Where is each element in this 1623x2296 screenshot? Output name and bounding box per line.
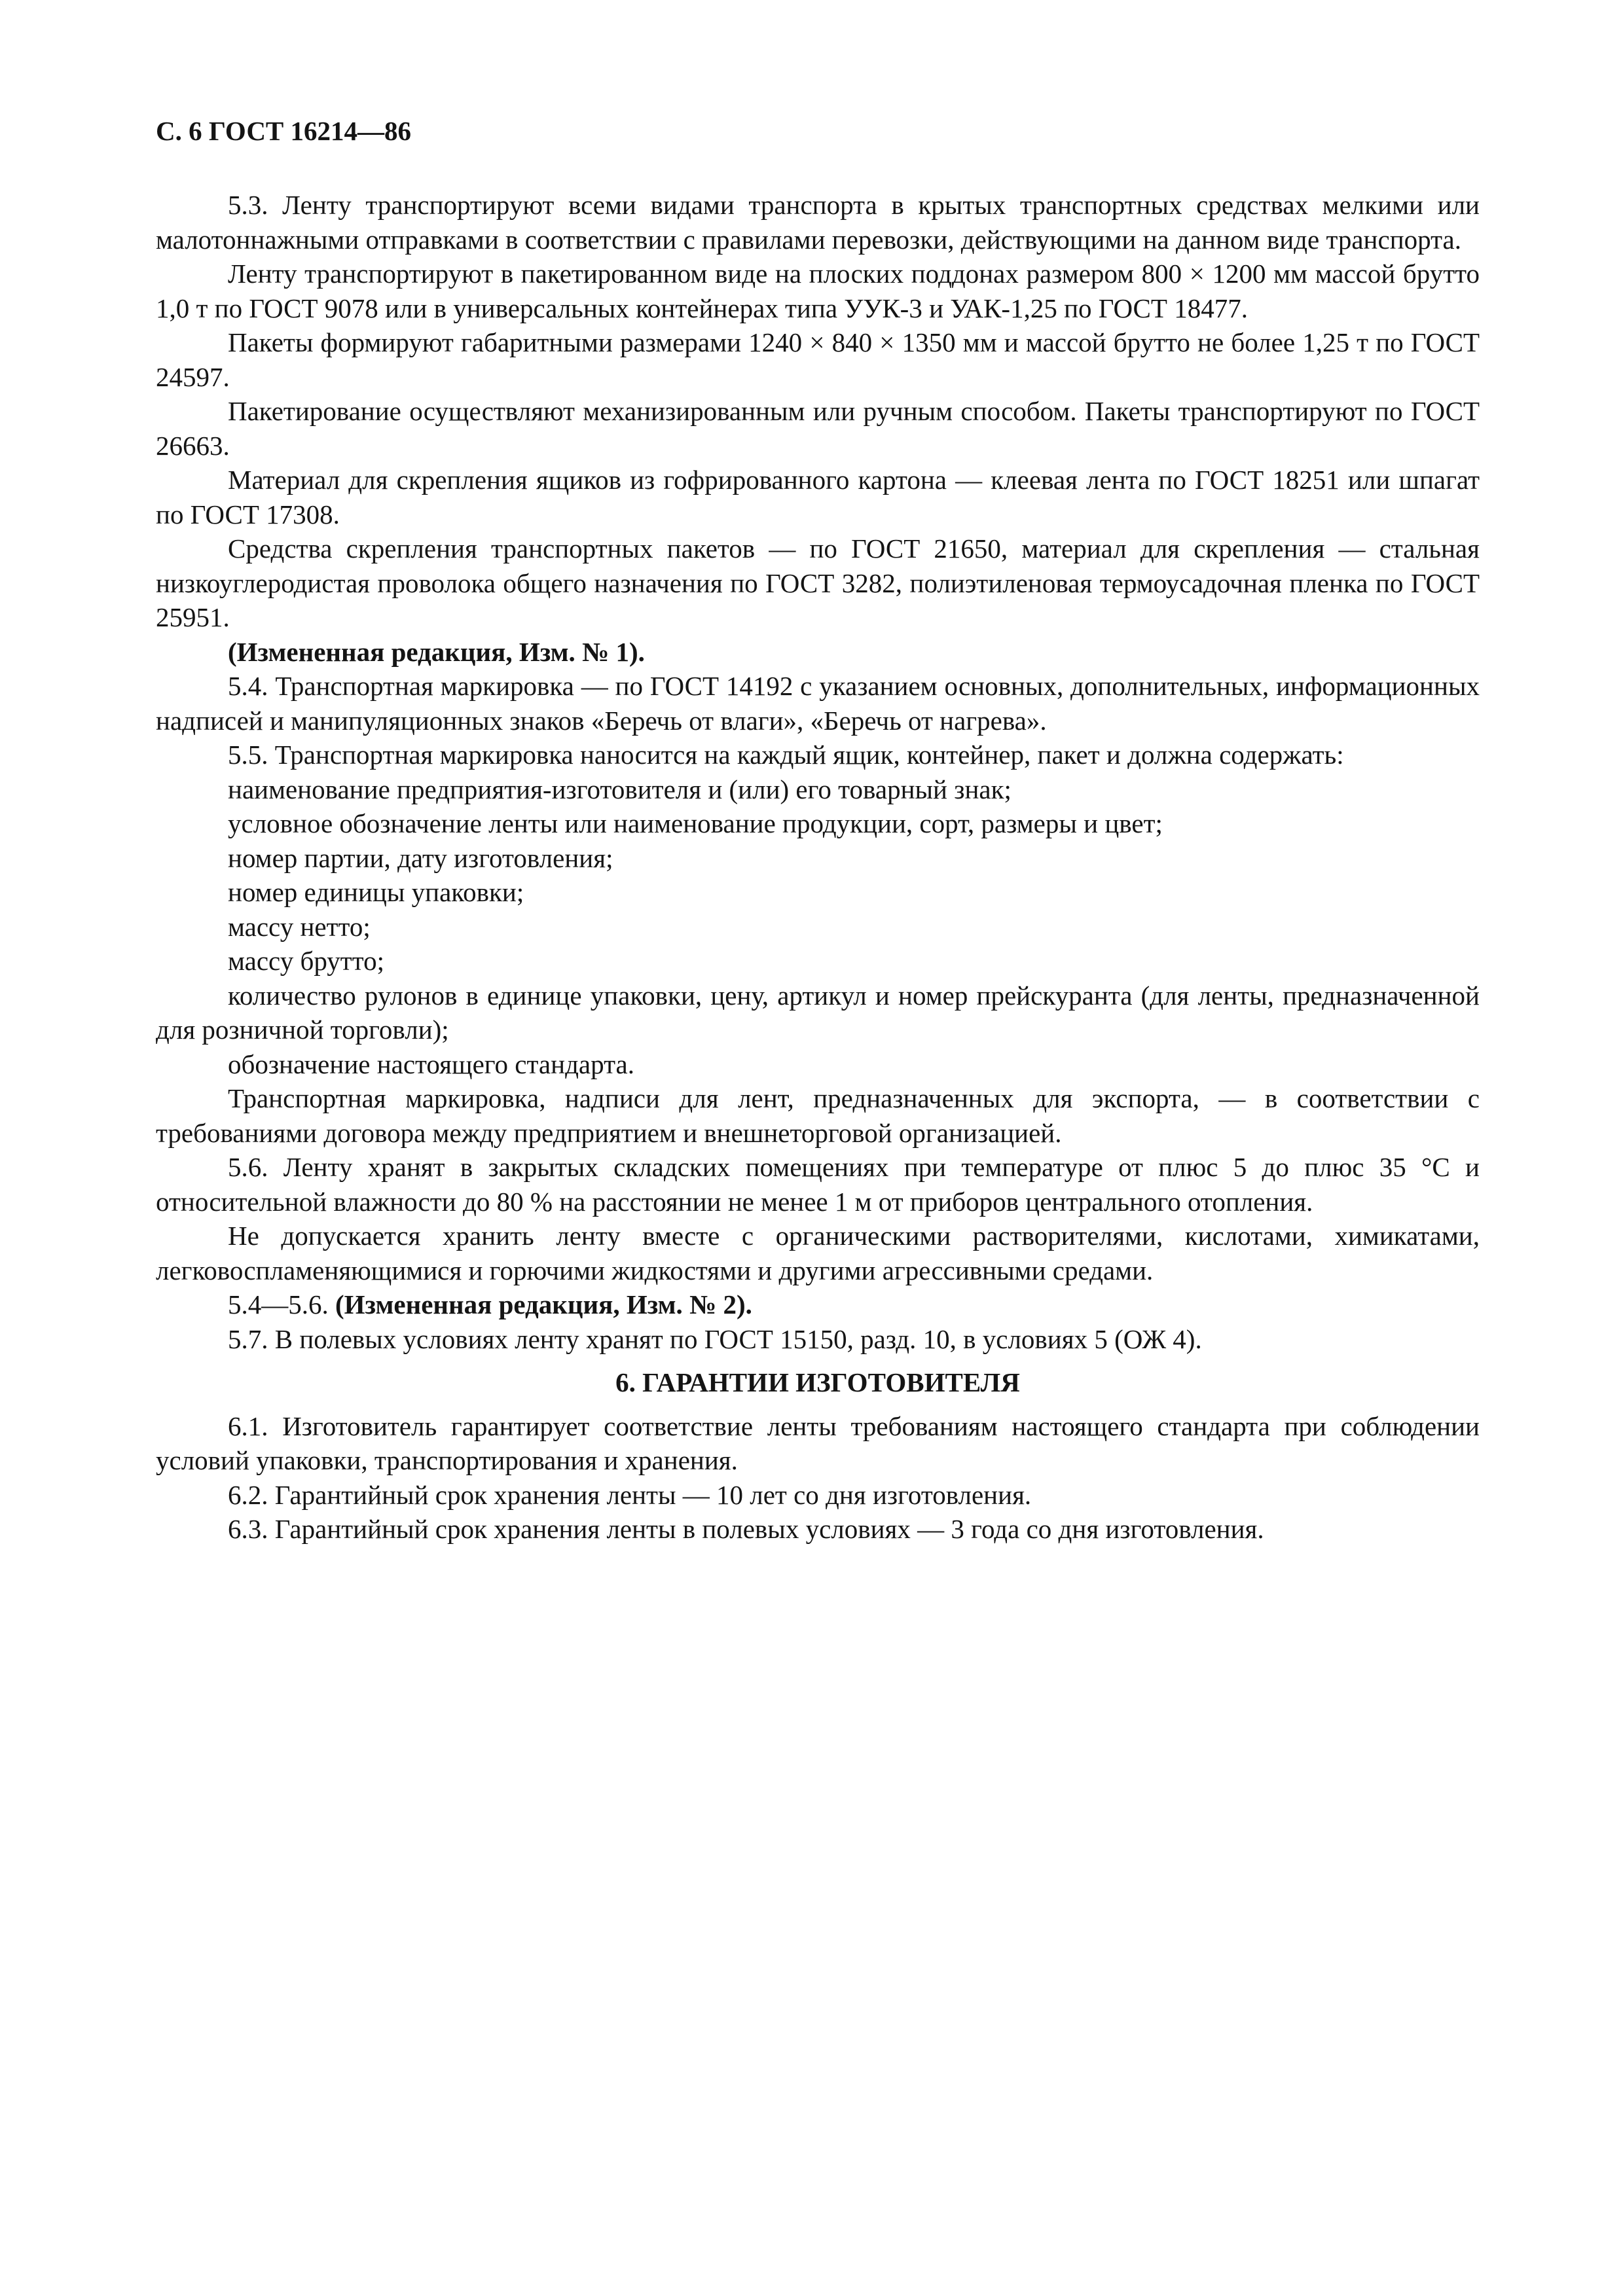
list-item: условное обозначение ленты или наименование продукции, сорт, размеры и цвет;	[228, 808, 1163, 838]
paragraph-5-7: 5.7. В полевых условиях ленту хранят по ГОСТ 15150, разд. 10, в условиях 5 (ОЖ 4).	[228, 1323, 1202, 1354]
paragraph-box-fastening: Материал для скрепления ящиков из гофрированного картона — клеевая лента по ГОСТ 18251 или шпагат по ГОСТ 17308.	[156, 465, 1480, 529]
paragraph-5-6: 5.6. Ленту хранят в закрытых складских помещениях при температуре от плюс 5 до плюс 35 °С и относительной влажности до 80 % на расстоянии не менее 1 м от приборов центрального отопления.	[156, 1152, 1480, 1217]
paragraph-5-4: 5.4. Транспортная маркировка — по ГОСТ 14192 с указанием основных, дополнительных, информационных надписей и манипуляционных знаков «Беречь от влаги», «Беречь от нагрева».	[156, 671, 1480, 736]
list-item: номер партии, дату изготовления;	[228, 842, 613, 873]
section-6-title: 6. ГАРАНТИИ ИЗГОТОВИТЕЛЯ	[615, 1367, 1020, 1397]
amendment-note-2	[156, 1287, 1480, 1322]
document-body	[156, 188, 1480, 1547]
paragraph-packaged-transport: Ленту транспортируют в пакетированном виде на плоских поддонах размером 800 × 1200 мм массой брутто 1,0 т по ГОСТ 9078 или в универсальных контейнерах типа УУК-3 и УАК-1,25 по ГОСТ 18477.	[156, 259, 1480, 323]
paragraph-storage-restriction: Не допускается хранить ленту вместе с органическими растворителями, кислотами, химикатами, легковоспламеняющимися и горючими жидкостями и другими агрессивными средами.	[156, 1221, 1480, 1285]
list-item: номер единицы упаковки;	[228, 877, 524, 907]
paragraph-packet-fastening: Средства скрепления транспортных пакетов — по ГОСТ 21650, материал для скрепления — стальная низкоуглеродистая проволока общего назначения по ГОСТ 3282, полиэтиленовая термоусадочная пленка по ГОСТ 25951.	[156, 533, 1480, 632]
amendment-note-2-prefix: 5.4—5.6.	[228, 1289, 335, 1319]
paragraph-6-2: 6.2. Гарантийный срок хранения ленты — 10 лет со дня изготовления.	[228, 1479, 1032, 1510]
list-item: массу нетто;	[228, 911, 371, 942]
list-item: массу брутто;	[228, 946, 384, 976]
amendment-note-1-text: (Измененная редакция, Изм. № 1).	[228, 636, 645, 667]
paragraph-6-1: 6.1. Изготовитель гарантирует соответствие ленты требованиям настоящего стандарта при соблюдении условий упаковки, транспортирования и хранения.	[156, 1410, 1480, 1475]
paragraph-standard-designation: обозначение настоящего стандарта.	[228, 1049, 634, 1079]
amendment-note-2-text: (Измененная редакция, Изм. № 2).	[335, 1289, 752, 1319]
paragraph-packet-dimensions: Пакеты формируют габаритными размерами 1240 × 840 × 1350 мм и массой брутто не более 1,25 т по ГОСТ 24597.	[156, 327, 1480, 392]
amendment-note-1	[156, 635, 1480, 670]
paragraph-6-3: 6.3. Гарантийный срок хранения ленты в полевых условиях — 3 года со дня изготовления.	[228, 1514, 1264, 1544]
paragraph-5-3: 5.3. Ленту транспортируют всеми видами транспорта в крытых транспортных средствах мелкими или малотоннажными отправками в соответствии с правилами перевозки, действующими на данном виде транспорта.	[156, 190, 1480, 255]
paragraph-roll-count: количество рулонов в единице упаковки, цену, артикул и номер прейскуранта (для ленты, предназначенной для розничной торговли);	[156, 980, 1480, 1045]
paragraph-packeting-method: Пакетирование осуществляют механизированным или ручным способом. Пакеты транспортируют по ГОСТ 26663.	[156, 396, 1480, 461]
list-item: наименование предприятия-изготовителя и (или) его товарный знак;	[228, 774, 1012, 804]
paragraph-export-marking: Транспортная маркировка, надписи для лент, предназначенных для экспорта, — в соответствии с требованиями договора между предприятием и внешнеторговой организацией.	[156, 1083, 1480, 1148]
page-header: С. 6 ГОСТ 16214—86	[156, 116, 412, 146]
paragraph-5-5: 5.5. Транспортная маркировка наносится на каждый ящик, контейнер, пакет и должна содержать:	[228, 740, 1344, 770]
